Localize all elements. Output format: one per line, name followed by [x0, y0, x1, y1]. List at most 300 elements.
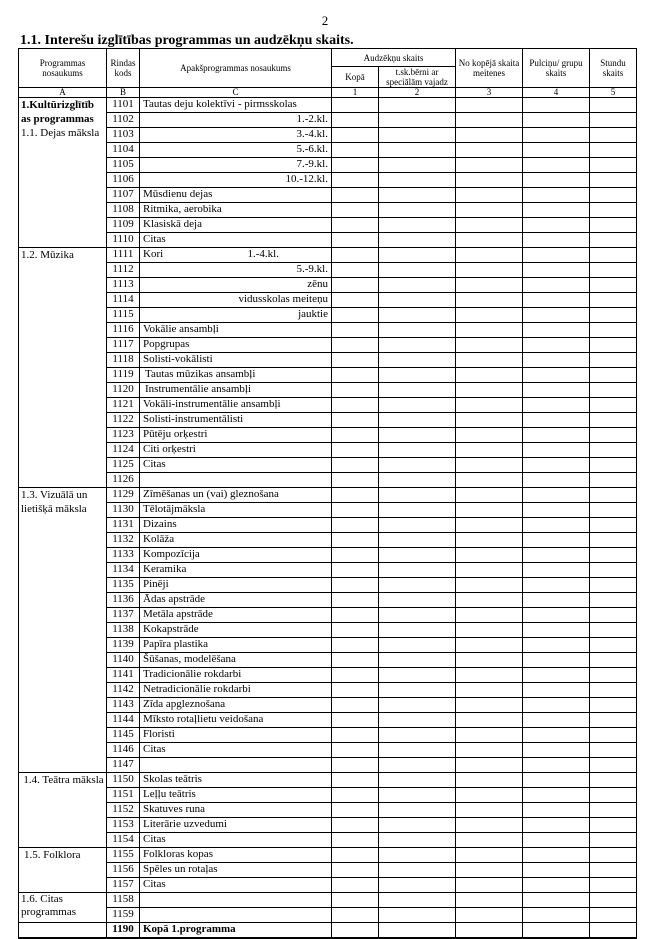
cell-groups[interactable] [523, 638, 590, 653]
cell-girls[interactable] [456, 113, 523, 128]
cell-girls[interactable] [456, 893, 523, 908]
cell-girls[interactable] [456, 638, 523, 653]
cell-hours[interactable] [590, 728, 637, 743]
cell-total[interactable] [332, 458, 379, 473]
cell-groups[interactable] [523, 668, 590, 683]
cell-girls[interactable] [456, 713, 523, 728]
cell-special[interactable] [379, 833, 456, 848]
cell-total[interactable] [332, 398, 379, 413]
cell-hours[interactable] [590, 743, 637, 758]
cell-special[interactable] [379, 803, 456, 818]
cell-total[interactable] [332, 878, 379, 893]
cell-hours[interactable] [590, 113, 637, 128]
cell-hours[interactable] [590, 758, 637, 773]
cell-groups[interactable] [523, 353, 590, 368]
cell-total[interactable] [332, 863, 379, 878]
cell-girls[interactable] [456, 368, 523, 383]
cell-special[interactable] [379, 743, 456, 758]
cell-groups[interactable] [523, 158, 590, 173]
cell-girls[interactable] [456, 398, 523, 413]
cell-hours[interactable] [590, 353, 637, 368]
cell-special[interactable] [379, 893, 456, 908]
cell-hours[interactable] [590, 908, 637, 923]
cell-total[interactable] [332, 113, 379, 128]
cell-total[interactable] [332, 338, 379, 353]
cell-girls[interactable] [456, 728, 523, 743]
cell-groups[interactable] [523, 743, 590, 758]
cell-girls[interactable] [456, 263, 523, 278]
cell-groups[interactable] [523, 263, 590, 278]
cell-total[interactable] [332, 593, 379, 608]
cell-special[interactable] [379, 758, 456, 773]
cell-total[interactable] [332, 608, 379, 623]
cell-hours[interactable] [590, 563, 637, 578]
cell-hours[interactable] [590, 323, 637, 338]
row-code: 1130 [107, 503, 140, 518]
cell-special[interactable] [379, 293, 456, 308]
cell-hours[interactable] [590, 878, 637, 893]
row-code: 1120 [107, 383, 140, 398]
cell-girls[interactable] [456, 173, 523, 188]
cell-groups[interactable] [523, 818, 590, 833]
cell-total[interactable] [332, 668, 379, 683]
cell-hours[interactable] [590, 548, 637, 563]
cell-groups[interactable] [523, 698, 590, 713]
cell-special[interactable] [379, 188, 456, 203]
cell-total[interactable] [332, 233, 379, 248]
cell-girls[interactable] [456, 308, 523, 323]
cell-groups[interactable] [523, 473, 590, 488]
cell-groups[interactable] [523, 173, 590, 188]
cell-girls[interactable] [456, 143, 523, 158]
cell-hours[interactable] [590, 158, 637, 173]
cell-girls[interactable] [456, 908, 523, 923]
cell-total[interactable] [332, 278, 379, 293]
cell-groups[interactable] [523, 398, 590, 413]
cell-total[interactable] [332, 773, 379, 788]
cell-girls[interactable] [456, 473, 523, 488]
row-code: 1158 [107, 893, 140, 908]
cell-special[interactable] [379, 203, 456, 218]
cell-girls[interactable] [456, 383, 523, 398]
cell-special[interactable] [379, 113, 456, 128]
cell-girls[interactable] [456, 338, 523, 353]
cell-hours[interactable] [590, 143, 637, 158]
cell-total[interactable] [332, 743, 379, 758]
cell-groups[interactable] [523, 98, 590, 113]
cell-hours[interactable] [590, 338, 637, 353]
cell-hours[interactable] [590, 383, 637, 398]
cell-groups[interactable] [523, 218, 590, 233]
cell-total[interactable] [332, 218, 379, 233]
cell-girls[interactable] [456, 188, 523, 203]
cell-groups[interactable] [523, 293, 590, 308]
cell-girls[interactable] [456, 863, 523, 878]
cell-special[interactable] [379, 863, 456, 878]
cell-special[interactable] [379, 548, 456, 563]
cell-hours[interactable] [590, 488, 637, 503]
table-row [19, 788, 637, 803]
cell-total[interactable] [332, 563, 379, 578]
cell-special[interactable] [379, 878, 456, 893]
cell-groups[interactable] [523, 413, 590, 428]
cell-total[interactable] [332, 203, 379, 218]
cell-total[interactable] [332, 683, 379, 698]
cell-groups[interactable] [523, 758, 590, 773]
cell-hours[interactable] [590, 248, 637, 263]
cell-special[interactable] [379, 158, 456, 173]
cell-girls[interactable] [456, 668, 523, 683]
row-name: vidusskolas meiteņu [140, 293, 332, 308]
cell-special[interactable] [379, 218, 456, 233]
cell-hours[interactable] [590, 638, 637, 653]
cell-total[interactable] [332, 368, 379, 383]
cell-hours[interactable] [590, 128, 637, 143]
cell-girls[interactable] [456, 533, 523, 548]
cell-special[interactable] [379, 578, 456, 593]
row-name: zēnu [140, 278, 332, 293]
cell-girls[interactable] [456, 683, 523, 698]
cell-groups[interactable] [523, 128, 590, 143]
cell-special[interactable] [379, 173, 456, 188]
cell-hours[interactable] [590, 713, 637, 728]
cell-groups[interactable] [523, 368, 590, 383]
cell-total[interactable] [332, 833, 379, 848]
cell-groups[interactable] [523, 878, 590, 893]
cell-groups[interactable] [523, 833, 590, 848]
cell-special[interactable] [379, 608, 456, 623]
cell-girls[interactable] [456, 503, 523, 518]
cell-total[interactable] [332, 803, 379, 818]
cell-special[interactable] [379, 128, 456, 143]
row-code: 1138 [107, 623, 140, 638]
cell-total[interactable] [332, 758, 379, 773]
cell-total[interactable] [332, 173, 379, 188]
cell-hours[interactable] [590, 503, 637, 518]
cell-girls[interactable] [456, 788, 523, 803]
cell-special[interactable] [379, 728, 456, 743]
cell-total[interactable] [332, 848, 379, 863]
cell-groups[interactable] [523, 203, 590, 218]
cell-total[interactable] [332, 143, 379, 158]
cell-hours[interactable] [590, 623, 637, 638]
cell-total[interactable] [332, 623, 379, 638]
cell-girls[interactable] [456, 593, 523, 608]
cell-total[interactable] [332, 923, 379, 939]
cell-girls[interactable] [456, 653, 523, 668]
cell-total[interactable] [332, 248, 379, 263]
cell-special[interactable] [379, 473, 456, 488]
cell-groups[interactable] [523, 608, 590, 623]
cell-groups[interactable] [523, 578, 590, 593]
cell-hours[interactable] [590, 278, 637, 293]
cell-special[interactable] [379, 698, 456, 713]
cell-total[interactable] [332, 638, 379, 653]
cell-hours[interactable] [590, 698, 637, 713]
cell-girls[interactable] [456, 578, 523, 593]
cell-special[interactable] [379, 488, 456, 503]
cell-groups[interactable] [523, 383, 590, 398]
row-code: 1101 [107, 98, 140, 113]
cell-hours[interactable] [590, 578, 637, 593]
cell-groups[interactable] [523, 188, 590, 203]
cell-girls[interactable] [456, 353, 523, 368]
table-row [19, 818, 637, 833]
cell-girls[interactable] [456, 458, 523, 473]
cell-special[interactable] [379, 368, 456, 383]
cell-girls[interactable] [456, 218, 523, 233]
cell-special[interactable] [379, 323, 456, 338]
row-code: 1124 [107, 443, 140, 458]
cell-girls[interactable] [456, 818, 523, 833]
cell-special[interactable] [379, 668, 456, 683]
cell-special[interactable] [379, 818, 456, 833]
cell-special[interactable] [379, 263, 456, 278]
cell-hours[interactable] [590, 368, 637, 383]
cell-special[interactable] [379, 413, 456, 428]
cell-hours[interactable] [590, 773, 637, 788]
cell-hours[interactable] [590, 788, 637, 803]
cell-special[interactable] [379, 458, 456, 473]
cell-groups[interactable] [523, 908, 590, 923]
cell-total[interactable] [332, 98, 379, 113]
cell-hours[interactable] [590, 533, 637, 548]
cell-groups[interactable] [523, 518, 590, 533]
cell-total[interactable] [332, 353, 379, 368]
cell-groups[interactable] [523, 848, 590, 863]
cell-hours[interactable] [590, 848, 637, 863]
cell-special[interactable] [379, 233, 456, 248]
table-row [19, 833, 637, 848]
cell-girls[interactable] [456, 293, 523, 308]
cell-hours[interactable] [590, 398, 637, 413]
cell-total[interactable] [332, 893, 379, 908]
cell-total[interactable] [332, 263, 379, 278]
cell-total[interactable] [332, 443, 379, 458]
cell-girls[interactable] [456, 323, 523, 338]
cell-hours[interactable] [590, 413, 637, 428]
cell-hours[interactable] [590, 803, 637, 818]
cell-hours[interactable] [590, 608, 637, 623]
cell-girls[interactable] [456, 563, 523, 578]
cell-special[interactable] [379, 638, 456, 653]
cell-girls[interactable] [456, 128, 523, 143]
cell-girls[interactable] [456, 278, 523, 293]
cell-special[interactable] [379, 428, 456, 443]
cell-groups[interactable] [523, 338, 590, 353]
cell-special[interactable] [379, 848, 456, 863]
cell-hours[interactable] [590, 173, 637, 188]
cell-special[interactable] [379, 98, 456, 113]
cell-groups[interactable] [523, 548, 590, 563]
cell-total[interactable] [332, 308, 379, 323]
cell-girls[interactable] [456, 248, 523, 263]
cell-girls[interactable] [456, 233, 523, 248]
cell-special[interactable] [379, 788, 456, 803]
cell-girls[interactable] [456, 518, 523, 533]
cell-hours[interactable] [590, 458, 637, 473]
cell-groups[interactable] [523, 683, 590, 698]
cell-total[interactable] [332, 503, 379, 518]
cell-special[interactable] [379, 338, 456, 353]
cell-groups[interactable] [523, 428, 590, 443]
cell-special[interactable] [379, 383, 456, 398]
cell-girls[interactable] [456, 833, 523, 848]
row-name: Instrumentālie ansambļi [140, 383, 332, 398]
cell-groups[interactable] [523, 278, 590, 293]
cell-girls[interactable] [456, 623, 523, 638]
cell-groups[interactable] [523, 863, 590, 878]
cell-hours[interactable] [590, 428, 637, 443]
cell-total[interactable] [332, 728, 379, 743]
cell-total[interactable] [332, 578, 379, 593]
cell-groups[interactable] [523, 593, 590, 608]
cell-groups[interactable] [523, 233, 590, 248]
cell-groups[interactable] [523, 308, 590, 323]
cell-hours[interactable] [590, 683, 637, 698]
cell-hours[interactable] [590, 668, 637, 683]
cell-groups[interactable] [523, 803, 590, 818]
cell-hours[interactable] [590, 833, 637, 848]
cell-special[interactable] [379, 533, 456, 548]
cell-total[interactable] [332, 788, 379, 803]
cell-hours[interactable] [590, 263, 637, 278]
cell-girls[interactable] [456, 443, 523, 458]
cell-girls[interactable] [456, 698, 523, 713]
cell-total[interactable] [332, 818, 379, 833]
cell-groups[interactable] [523, 248, 590, 263]
cell-hours[interactable] [590, 203, 637, 218]
cell-girls[interactable] [456, 743, 523, 758]
cell-hours[interactable] [590, 293, 637, 308]
cell-hours[interactable] [590, 473, 637, 488]
row-code: 1159 [107, 908, 140, 923]
cell-total[interactable] [332, 713, 379, 728]
cell-hours[interactable] [590, 923, 637, 939]
cell-special[interactable] [379, 713, 456, 728]
cell-groups[interactable] [523, 113, 590, 128]
cell-special[interactable] [379, 563, 456, 578]
cell-total[interactable] [332, 548, 379, 563]
cell-hours[interactable] [590, 518, 637, 533]
cell-special[interactable] [379, 443, 456, 458]
cell-groups[interactable] [523, 323, 590, 338]
row-code: 1141 [107, 668, 140, 683]
table-row [19, 758, 637, 773]
table-row [19, 743, 637, 758]
cell-special[interactable] [379, 503, 456, 518]
cell-girls[interactable] [456, 848, 523, 863]
cell-groups[interactable] [523, 488, 590, 503]
cell-girls[interactable] [456, 878, 523, 893]
cell-hours[interactable] [590, 98, 637, 113]
cell-special[interactable] [379, 353, 456, 368]
cell-total[interactable] [332, 908, 379, 923]
cell-hours[interactable] [590, 893, 637, 908]
cell-hours[interactable] [590, 818, 637, 833]
cell-special[interactable] [379, 278, 456, 293]
cell-total[interactable] [332, 518, 379, 533]
cell-total[interactable] [332, 428, 379, 443]
cell-groups[interactable] [523, 533, 590, 548]
cell-groups[interactable] [523, 143, 590, 158]
cell-special[interactable] [379, 923, 456, 939]
cell-girls[interactable] [456, 98, 523, 113]
cell-hours[interactable] [590, 188, 637, 203]
cell-girls[interactable] [456, 608, 523, 623]
row-name: Solisti-instrumentālisti [140, 413, 332, 428]
cell-girls[interactable] [456, 803, 523, 818]
cell-hours[interactable] [590, 593, 637, 608]
cell-total[interactable] [332, 188, 379, 203]
cell-total[interactable] [332, 413, 379, 428]
cell-special[interactable] [379, 398, 456, 413]
row-code: 1135 [107, 578, 140, 593]
cell-girls[interactable] [456, 488, 523, 503]
cell-girls[interactable] [456, 428, 523, 443]
cell-girls[interactable] [456, 413, 523, 428]
cell-total[interactable] [332, 293, 379, 308]
cell-total[interactable] [332, 383, 379, 398]
cell-special[interactable] [379, 623, 456, 638]
row-code: 1110 [107, 233, 140, 248]
cell-groups[interactable] [523, 458, 590, 473]
cell-total[interactable] [332, 158, 379, 173]
cell-groups[interactable] [523, 623, 590, 638]
cell-hours[interactable] [590, 653, 637, 668]
cell-special[interactable] [379, 773, 456, 788]
cell-girls[interactable] [456, 773, 523, 788]
cell-special[interactable] [379, 683, 456, 698]
cell-hours[interactable] [590, 863, 637, 878]
cell-special[interactable] [379, 143, 456, 158]
cell-special[interactable] [379, 908, 456, 923]
cell-girls[interactable] [456, 758, 523, 773]
cell-total[interactable] [332, 653, 379, 668]
cell-total[interactable] [332, 128, 379, 143]
cell-groups[interactable] [523, 893, 590, 908]
cell-total[interactable] [332, 323, 379, 338]
cell-groups[interactable] [523, 923, 590, 939]
cell-total[interactable] [332, 488, 379, 503]
cell-groups[interactable] [523, 713, 590, 728]
cell-hours[interactable] [590, 233, 637, 248]
cell-total[interactable] [332, 473, 379, 488]
cell-hours[interactable] [590, 443, 637, 458]
cell-hours[interactable] [590, 308, 637, 323]
cell-girls[interactable] [456, 548, 523, 563]
cell-total[interactable] [332, 698, 379, 713]
cell-special[interactable] [379, 653, 456, 668]
cell-groups[interactable] [523, 788, 590, 803]
cell-special[interactable] [379, 308, 456, 323]
cell-special[interactable] [379, 518, 456, 533]
cell-total[interactable] [332, 533, 379, 548]
cell-girls[interactable] [456, 923, 523, 939]
cell-special[interactable] [379, 248, 456, 263]
cell-groups[interactable] [523, 443, 590, 458]
cell-groups[interactable] [523, 728, 590, 743]
cell-groups[interactable] [523, 563, 590, 578]
cell-groups[interactable] [523, 503, 590, 518]
cell-girls[interactable] [456, 203, 523, 218]
cell-hours[interactable] [590, 218, 637, 233]
cell-special[interactable] [379, 593, 456, 608]
cell-girls[interactable] [456, 158, 523, 173]
cell-groups[interactable] [523, 773, 590, 788]
cell-groups[interactable] [523, 653, 590, 668]
table-row [19, 203, 637, 218]
